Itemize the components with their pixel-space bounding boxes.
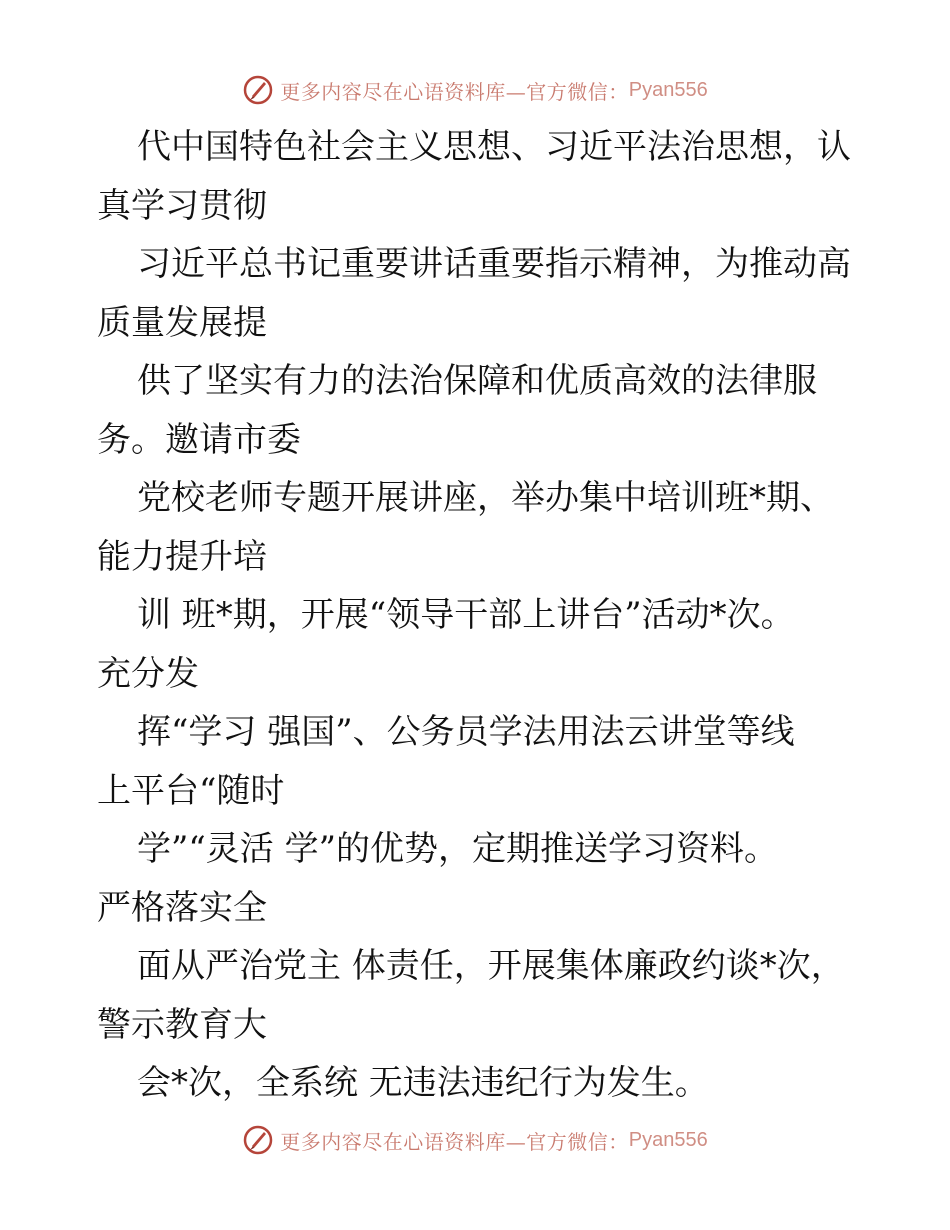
document-body [97, 118, 867, 1113]
banner-text: 更多内容尽在心语资料库—官方微信： [280, 79, 629, 104]
text-line: 务。邀请市委 [97, 419, 301, 460]
banner-text: 更多内容尽在心语资料库—官方微信： [280, 1129, 629, 1154]
banner-contact: Pyan556 [628, 78, 708, 101]
text-line: 严格落实全 [97, 887, 267, 928]
banner-contact: Pyan556 [628, 1128, 708, 1151]
text-line: 面从严治党主 体责任，开展集体廉政约谈*次， [137, 946, 845, 986]
text-line: 上平台“随时 [97, 770, 285, 811]
text-line: 训 班*期，开展“领导干部上讲台”活动*次。 [137, 595, 795, 635]
text-line: 充分发 [97, 653, 199, 694]
text-line: 质量发展提 [97, 302, 267, 343]
text-line: 挥“学习 强国”、公务员学法用法云讲堂等线 [137, 712, 795, 752]
footer-watermark-banner [0, 1120, 950, 1160]
text-line: 习近平总书记重要讲话重要指示精神，为推动高 [137, 244, 851, 284]
text-line: 真学习贯彻 [97, 185, 267, 226]
header-watermark-banner [0, 70, 950, 110]
text-line: 学”“灵活 学”的优势，定期推送学习资料。 [137, 829, 778, 869]
text-line: 党校老师专题开展讲座，举办集中培训班*期、 [137, 478, 834, 518]
text-line: 供了坚实有力的法治保障和优质高效的法律服 [137, 361, 817, 401]
text-line: 能力提升培 [97, 536, 267, 577]
text-line: 警示教育大 [97, 1004, 267, 1045]
quill-pen-logo-icon [242, 74, 274, 106]
text-line: 代中国特色社会主义思想、习近平法治思想，认 [137, 127, 851, 167]
text-line: 会*次，全系统 无违法违纪行为发生。 [137, 1063, 709, 1103]
quill-pen-logo-icon [242, 1124, 274, 1156]
